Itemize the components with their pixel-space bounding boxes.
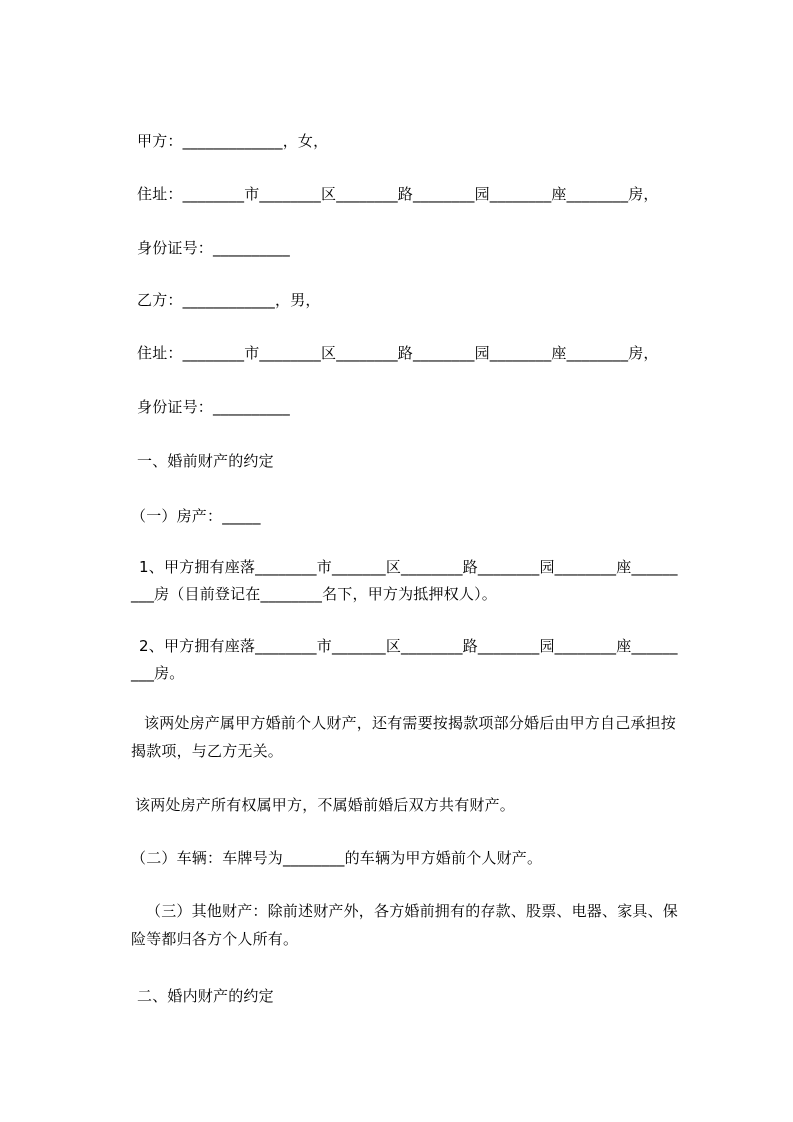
- party-a-name-line: 甲方：_____________，女，: [137, 132, 329, 150]
- house-paragraph-1-line-1: 该两处房产属甲方婚前个人财产，还有需要按揭款项部分婚后由甲方自己承担按: [144, 714, 677, 732]
- other-property-line-1: （三）其他财产：除前述财产外，各方婚前拥有的存款、股票、电器、家具、保: [146, 902, 679, 920]
- house-item-2-line-2: ___房。: [131, 664, 185, 682]
- house-item-1-line-1: 1、甲方拥有座落________市_______区________路________园________座______: [139, 558, 678, 576]
- house-heading: （一）房产：_____: [131, 507, 261, 525]
- section1-heading: 一、婚前财产的约定: [137, 452, 274, 470]
- vehicle-line: （二）车辆：车牌号为________的车辆为甲方婚前个人财产。: [131, 849, 543, 867]
- other-property-line-2: 险等都归各方个人所有。: [131, 930, 299, 948]
- house-item-1-line-2: ___房（目前登记在________名下，甲方为抵押权人）。: [131, 585, 498, 603]
- house-paragraph-1-line-2: 揭款项，与乙方无关。: [131, 742, 284, 760]
- house-paragraph-2: 该两处房产所有权属甲方，不属婚前婚后双方共有财产。: [135, 796, 516, 814]
- house-item-2-line-1: 2、甲方拥有座落________市_______区________路________园________座______: [139, 637, 678, 655]
- party-b-id-line: 身份证号：__________: [137, 398, 291, 416]
- party-a-id-line: 身份证号：__________: [137, 239, 291, 257]
- party-a-address-line: 住址：________市________区________路________园________座________房，: [137, 185, 659, 203]
- section2-heading: 二、婚内财产的约定: [137, 987, 274, 1005]
- party-b-address-line: 住址：________市________区________路________园________座________房，: [137, 344, 659, 362]
- party-b-name-line: 乙方：____________，男，: [137, 291, 321, 309]
